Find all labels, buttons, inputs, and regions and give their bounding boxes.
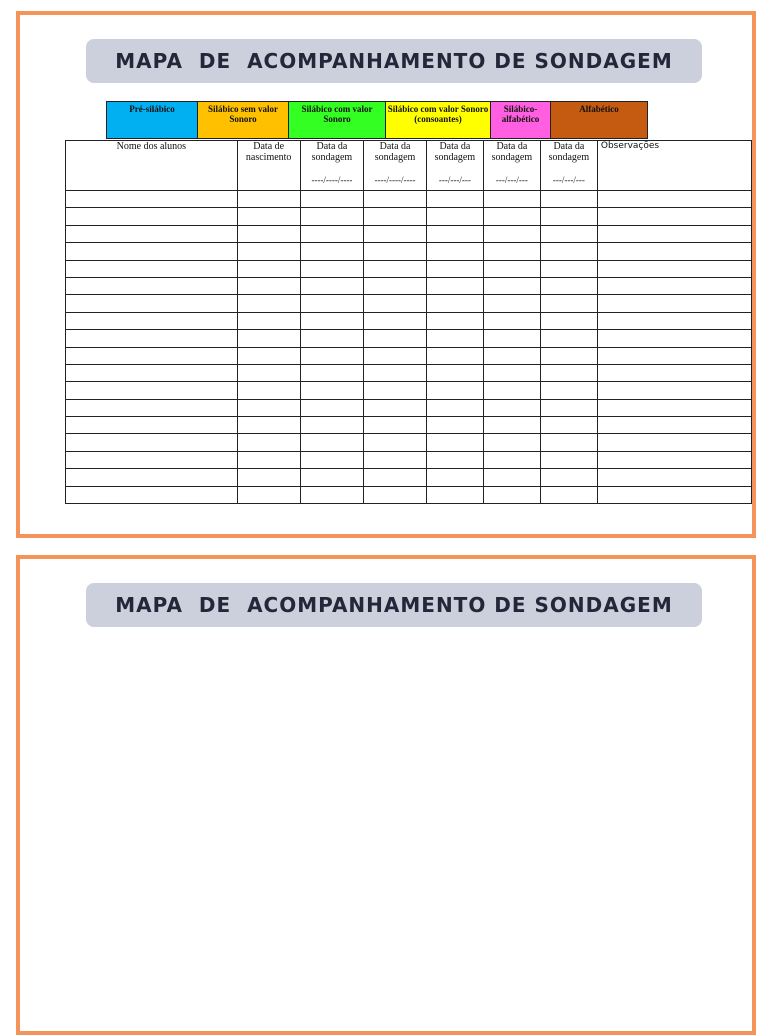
- table-cell[interactable]: [237, 260, 300, 277]
- col-header-sondagem-3: Data da sondagem ---/---/---: [426, 141, 483, 191]
- table-row: [66, 347, 752, 364]
- table-cell[interactable]: [483, 434, 540, 451]
- table-cell[interactable]: [540, 225, 597, 242]
- col-header-sondagem-4: Data da sondagem ---/---/---: [483, 141, 540, 191]
- col-header-sondagem-1: Data da sondagem ----/----/----: [300, 141, 364, 191]
- table-cell[interactable]: [426, 364, 483, 381]
- table-cell[interactable]: [597, 225, 751, 242]
- table-cell[interactable]: [364, 225, 427, 242]
- table-cell[interactable]: [66, 295, 238, 312]
- table-cell[interactable]: [300, 364, 364, 381]
- table-cell[interactable]: [237, 208, 300, 225]
- table-cell[interactable]: [66, 399, 238, 416]
- table-cell[interactable]: [483, 451, 540, 468]
- table-cell[interactable]: [237, 434, 300, 451]
- table-cell[interactable]: [300, 469, 364, 486]
- table-cell[interactable]: [483, 417, 540, 434]
- table-cell[interactable]: [483, 208, 540, 225]
- table-cell[interactable]: [66, 260, 238, 277]
- table-cell[interactable]: [66, 277, 238, 294]
- table-cell[interactable]: [483, 260, 540, 277]
- table-row: [66, 382, 752, 399]
- table-cell[interactable]: [300, 312, 364, 329]
- table-cell[interactable]: [597, 469, 751, 486]
- table-row: [66, 364, 752, 381]
- table-cell[interactable]: [597, 295, 751, 312]
- table-cell[interactable]: [597, 208, 751, 225]
- table-cell[interactable]: [237, 312, 300, 329]
- table-row: [66, 191, 752, 208]
- table-cell[interactable]: [483, 399, 540, 416]
- table-cell[interactable]: [237, 486, 300, 503]
- table-cell[interactable]: [597, 364, 751, 381]
- table-cell[interactable]: [364, 243, 427, 260]
- legend-pre-silabico: Pré-silábico: [107, 102, 198, 138]
- table-cell[interactable]: [66, 330, 238, 347]
- table-row: [66, 451, 752, 468]
- legend-silabico-consoantes: Silábico com valor Sonoro (consoantes): [386, 102, 491, 138]
- table-cell[interactable]: [364, 277, 427, 294]
- table-cell[interactable]: [426, 191, 483, 208]
- table-cell[interactable]: [300, 208, 364, 225]
- table-cell[interactable]: [237, 277, 300, 294]
- table-cell[interactable]: [540, 382, 597, 399]
- table-cell[interactable]: [66, 469, 238, 486]
- table-cell[interactable]: [364, 330, 427, 347]
- table-cell[interactable]: [66, 208, 238, 225]
- table-cell[interactable]: [364, 469, 427, 486]
- table-cell[interactable]: [426, 399, 483, 416]
- table-cell[interactable]: [540, 277, 597, 294]
- col-header-nome: Nome dos alunos: [66, 141, 238, 191]
- table-cell[interactable]: [300, 243, 364, 260]
- table-cell[interactable]: [237, 347, 300, 364]
- table-cell[interactable]: [237, 451, 300, 468]
- table-cell[interactable]: [300, 451, 364, 468]
- table-cell[interactable]: [540, 486, 597, 503]
- table-cell[interactable]: [483, 243, 540, 260]
- table-cell[interactable]: [540, 260, 597, 277]
- table-cell[interactable]: [66, 225, 238, 242]
- table-cell[interactable]: [426, 347, 483, 364]
- table-cell[interactable]: [597, 330, 751, 347]
- table-row: [66, 469, 752, 486]
- table-cell[interactable]: [483, 347, 540, 364]
- table-cell[interactable]: [540, 208, 597, 225]
- table-cell[interactable]: [540, 469, 597, 486]
- table-cell[interactable]: [426, 434, 483, 451]
- table-cell[interactable]: [540, 451, 597, 468]
- table-cell[interactable]: [66, 364, 238, 381]
- table-cell[interactable]: [66, 312, 238, 329]
- legend: [106, 101, 648, 139]
- table-cell[interactable]: [300, 382, 364, 399]
- table-cell[interactable]: [540, 347, 597, 364]
- table-cell[interactable]: [597, 434, 751, 451]
- table-row: [66, 330, 752, 347]
- page-title: MAPA DE ACOMPANHAMENTO DE SONDAGEM: [86, 39, 702, 83]
- table-cell[interactable]: [364, 191, 427, 208]
- table-cell[interactable]: [426, 260, 483, 277]
- table-cell[interactable]: [237, 243, 300, 260]
- table-cell[interactable]: [597, 451, 751, 468]
- table-cell[interactable]: [364, 312, 427, 329]
- table-row: [66, 208, 752, 225]
- table-cell[interactable]: [66, 486, 238, 503]
- table-cell[interactable]: [364, 399, 427, 416]
- table-cell[interactable]: [364, 486, 427, 503]
- table-cell[interactable]: [540, 399, 597, 416]
- table-row: [66, 434, 752, 451]
- table-cell[interactable]: [426, 330, 483, 347]
- table-cell[interactable]: [426, 382, 483, 399]
- table-cell[interactable]: [237, 330, 300, 347]
- table-cell[interactable]: [300, 225, 364, 242]
- table-cell[interactable]: [66, 434, 238, 451]
- table-row: [66, 260, 752, 277]
- table-cell[interactable]: [364, 295, 427, 312]
- table-row: [66, 243, 752, 260]
- table-row: [66, 225, 752, 242]
- table-cell[interactable]: [300, 260, 364, 277]
- table-cell[interactable]: [66, 347, 238, 364]
- table-cell[interactable]: [540, 330, 597, 347]
- table-row: [66, 399, 752, 416]
- table-cell[interactable]: [597, 486, 751, 503]
- table-cell[interactable]: [597, 417, 751, 434]
- table-cell[interactable]: [597, 399, 751, 416]
- table-cell[interactable]: [237, 295, 300, 312]
- table-row: [66, 312, 752, 329]
- table-cell[interactable]: [237, 469, 300, 486]
- table-cell[interactable]: [540, 417, 597, 434]
- table-cell[interactable]: [426, 208, 483, 225]
- legend-alfabetico: Alfabético: [551, 102, 647, 138]
- page-title: MAPA DE ACOMPANHAMENTO DE SONDAGEM: [86, 583, 702, 627]
- col-header-observacoes: Observações: [597, 141, 751, 191]
- table-cell[interactable]: [540, 434, 597, 451]
- table-cell[interactable]: [364, 434, 427, 451]
- table-cell[interactable]: [540, 312, 597, 329]
- table-cell[interactable]: [364, 347, 427, 364]
- students-table: [65, 140, 752, 504]
- page-2: [16, 555, 756, 1035]
- legend-silabico-alfabetico: Silábico-alfabético: [491, 102, 551, 138]
- table-cell[interactable]: [426, 469, 483, 486]
- table-cell[interactable]: [597, 260, 751, 277]
- table-cell[interactable]: [483, 312, 540, 329]
- table-cell[interactable]: [300, 434, 364, 451]
- table-cell[interactable]: [300, 277, 364, 294]
- table-cell[interactable]: [300, 399, 364, 416]
- table-cell[interactable]: [364, 451, 427, 468]
- col-header-nascimento: Data de nascimento: [237, 141, 300, 191]
- table-cell[interactable]: [540, 243, 597, 260]
- table-cell[interactable]: [66, 382, 238, 399]
- table-cell[interactable]: [300, 295, 364, 312]
- legend-silabico-sem-valor: Silábico sem valor Sonoro: [198, 102, 289, 138]
- table-cell[interactable]: [483, 469, 540, 486]
- table-cell[interactable]: [426, 277, 483, 294]
- table-cell[interactable]: [426, 312, 483, 329]
- table-cell[interactable]: [237, 399, 300, 416]
- table-cell[interactable]: [426, 243, 483, 260]
- table-cell[interactable]: [364, 260, 427, 277]
- table-cell[interactable]: [426, 295, 483, 312]
- table-cell[interactable]: [426, 225, 483, 242]
- table-cell[interactable]: [237, 417, 300, 434]
- table-cell[interactable]: [483, 364, 540, 381]
- table-cell[interactable]: [66, 243, 238, 260]
- table-row: [66, 486, 752, 503]
- table-cell[interactable]: [483, 277, 540, 294]
- table-cell[interactable]: [597, 191, 751, 208]
- table-cell[interactable]: [237, 382, 300, 399]
- table-cell[interactable]: [237, 364, 300, 381]
- table-cell[interactable]: [483, 486, 540, 503]
- table-cell[interactable]: [483, 295, 540, 312]
- table-row: [66, 295, 752, 312]
- table-cell[interactable]: [483, 191, 540, 208]
- table-cell[interactable]: [364, 208, 427, 225]
- table-cell[interactable]: [426, 486, 483, 503]
- table-cell[interactable]: [483, 225, 540, 242]
- table-cell[interactable]: [300, 486, 364, 503]
- table-header-row: [66, 141, 752, 191]
- col-header-sondagem-5: Data da sondagem ---/---/---: [540, 141, 597, 191]
- table-cell[interactable]: [300, 191, 364, 208]
- table-cell[interactable]: [66, 451, 238, 468]
- table-cell[interactable]: [426, 417, 483, 434]
- table-cell[interactable]: [66, 417, 238, 434]
- table-cell[interactable]: [540, 295, 597, 312]
- table-cell[interactable]: [364, 364, 427, 381]
- table-cell[interactable]: [237, 225, 300, 242]
- legend-silabico-com-valor: Silábico com valor Sonoro: [289, 102, 386, 138]
- table-cell[interactable]: [483, 330, 540, 347]
- table-cell[interactable]: [300, 347, 364, 364]
- table-row: [66, 277, 752, 294]
- table-cell[interactable]: [300, 417, 364, 434]
- table-cell[interactable]: [597, 277, 751, 294]
- table-cell[interactable]: [426, 451, 483, 468]
- page-1: [16, 11, 756, 538]
- table-cell[interactable]: [540, 364, 597, 381]
- table-cell[interactable]: [66, 191, 238, 208]
- table-cell[interactable]: [597, 382, 751, 399]
- table-cell[interactable]: [237, 191, 300, 208]
- col-header-sondagem-2: Data da sondagem ----/----/----: [364, 141, 427, 191]
- table-cell[interactable]: [540, 191, 597, 208]
- table-cell[interactable]: [483, 382, 540, 399]
- table-cell[interactable]: [597, 243, 751, 260]
- table-cell[interactable]: [364, 417, 427, 434]
- table-cell[interactable]: [597, 347, 751, 364]
- table-row: [66, 417, 752, 434]
- table-cell[interactable]: [364, 382, 427, 399]
- table-cell[interactable]: [597, 312, 751, 329]
- table-cell[interactable]: [300, 330, 364, 347]
